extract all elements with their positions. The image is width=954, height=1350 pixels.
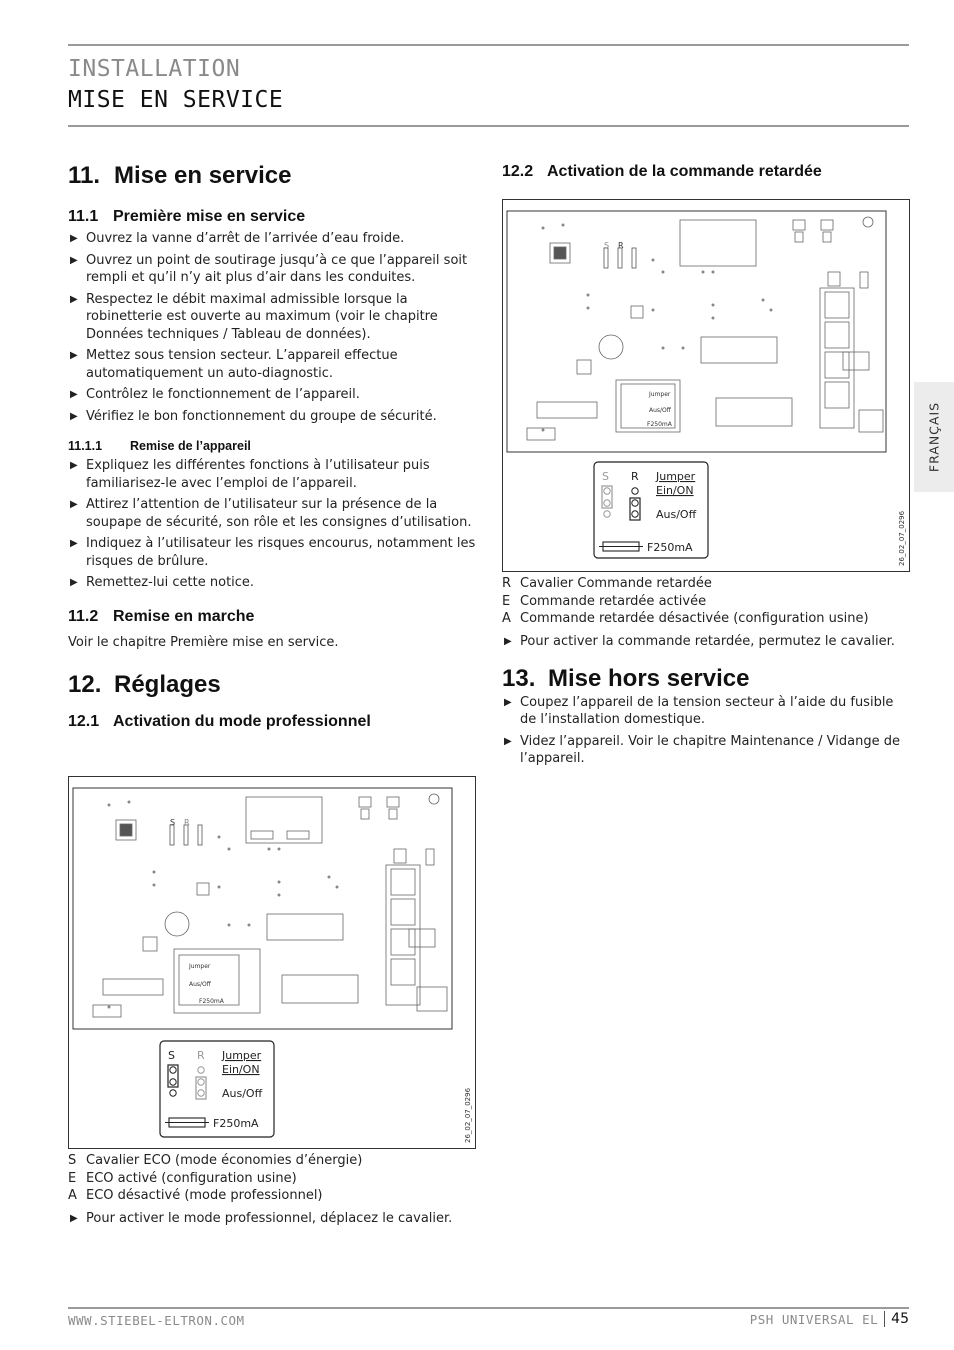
detail-label-s: S [602,470,609,483]
footer-rule [68,1307,909,1309]
language-tab-label: FRANÇAIS [926,401,942,473]
detail-fuse: F250mA [647,541,693,554]
detail-ein-on: Ein/ON [656,484,694,497]
board-inset-fuse: F250mA [647,421,672,428]
board-inset-jumper: Jumper [649,391,671,398]
detail-aus-off: Aus/Off [222,1087,263,1100]
legend-delay [502,575,910,772]
language-tab [914,382,954,492]
footer-url: WWW.STIEBEL-ELTRON.COM [68,1313,245,1328]
list-item: ▶ Ouvrez un point de soutirage jusqu’à ce que l’appareil soit rempli et qu’il n’y ait plus d’air dans les conduites. [68,252,476,287]
right-column-top [502,163,910,181]
legend-row: E ECO activé (configuration usine) [68,1170,297,1186]
legend-row: A Commande retardée désactivée (configuration usine) [502,611,869,626]
board-label-r: R [618,241,624,250]
header-bottom-rule [68,125,909,127]
figure-delay-jumper [502,199,910,572]
header-top-rule [68,44,909,46]
detail-label-r: R [197,1049,205,1062]
legend-eco [68,1152,476,1231]
eco-action-list [68,1210,476,1228]
list-item: ▶ Coupez l’appareil de la tension secteur à l’aide du fusible de l’installation domestique. [502,694,910,729]
list-item: ▶ Contrôlez le fonctionnement de l’appareil. [68,386,476,404]
page-number: 45 [891,1311,909,1327]
list-item: ▶ Vérifiez le bon fonctionnement du groupe de sécurité. [68,408,476,426]
detail-ein-on: Ein/ON [222,1063,260,1076]
board-inset-aus: Aus/Off [649,407,671,414]
list-item: ▶ Indiquez à l’utilisateur les risques encourus, notamment les risques de brûlure. [68,535,476,570]
legend-row: A ECO désactivé (mode professionnel) [68,1188,323,1203]
section-13-heading: 13. Mise hors service [502,665,750,692]
detail-jumper: Jumper [656,470,696,483]
footer-product: PSH UNIVERSAL EL [749,1311,879,1327]
board-inset-aus: Aus/Off [189,981,211,988]
board-label-s: S [170,818,176,827]
footer-separator [884,1311,885,1327]
list-item: ▶ Videz l’appareil. Voir le chapitre Maintenance / Vidange de l’appareil. [502,733,910,768]
detail-jumper: Jumper [222,1049,262,1062]
board-diagram-eco [69,777,475,1148]
list-item: ▶ Pour activer le mode professionnel, déplacez le cavalier. [68,1210,476,1228]
detail-aus-off: Aus/Off [656,508,697,521]
section-11-1-1-heading: 11.1.1 Remise de l’appareil [68,439,251,453]
figure-eco-jumper [68,776,476,1149]
footer-right [750,1311,909,1327]
section-11-1-list [68,230,476,425]
section-12-2-heading: 12.2 Activation de la commande retardée [502,163,822,180]
section-11-1-1-list [68,457,476,592]
legend-row: S Cavalier ECO (mode économies d’énergie) [68,1153,363,1168]
section-11-heading: 11. Mise en service [68,162,292,189]
board-label-r: R [184,818,190,827]
section-11-2-text: Voir le chapitre Première mise en service. [68,634,339,650]
list-item: ▶ Remettez-lui cette notice. [68,574,476,592]
list-item: ▶ Mettez sous tension secteur. L’appareil effectue automatiquement un auto-diagnostic. [68,347,476,382]
section-11-1-heading: 11.1 Première mise en service [68,208,306,225]
header-section: INSTALLATION [68,56,241,82]
legend-row: E Commande retardée activée [502,593,707,609]
board-inset-fuse: F250mA [199,998,224,1005]
section-13-list [502,694,910,768]
page-title: MISE EN SERVICE [68,87,284,113]
list-item: ▶ Ouvrez la vanne d’arrêt de l’arrivée d’eau froide. [68,230,476,248]
detail-fuse: F250mA [213,1117,259,1130]
board-diagram-delay [503,200,909,571]
detail-label-s: S [168,1049,175,1062]
section-12-heading: 12. Réglages [68,671,221,698]
section-11-2-heading: 11.2 Remise en marche [68,607,255,625]
board-inset-jumper: Jumper [189,963,211,970]
delay-action-list [502,633,910,651]
list-item: ▶ Respectez le débit maximal admissible lorsque la robinetterie est ouverte au maximum (voir le chapitre Données techniques / Tableau de données). [68,291,476,344]
list-item: ▶ Expliquez les différentes fonctions à l’utilisateur puis familiarisez-le avec l’emploi de l’appareil. [68,457,476,492]
list-item: ▶ Pour activer la commande retardée, permutez le cavalier. [502,633,910,651]
figure-code: 26_02_07_0296 [464,1087,472,1143]
list-item: ▶ Attirez l’attention de l’utilisateur sur la présence de la soupape de sécurité, son rôle et les consignes d’utilisation. [68,496,476,531]
detail-label-r: R [631,470,639,483]
left-column [68,162,476,731]
figure-code: 26_02_07_0296 [898,510,906,566]
board-label-s: S [604,241,610,250]
legend-row: R Cavalier Commande retardée [502,576,712,591]
section-12-1-heading: 12.1 Activation du mode professionnel [68,713,371,730]
